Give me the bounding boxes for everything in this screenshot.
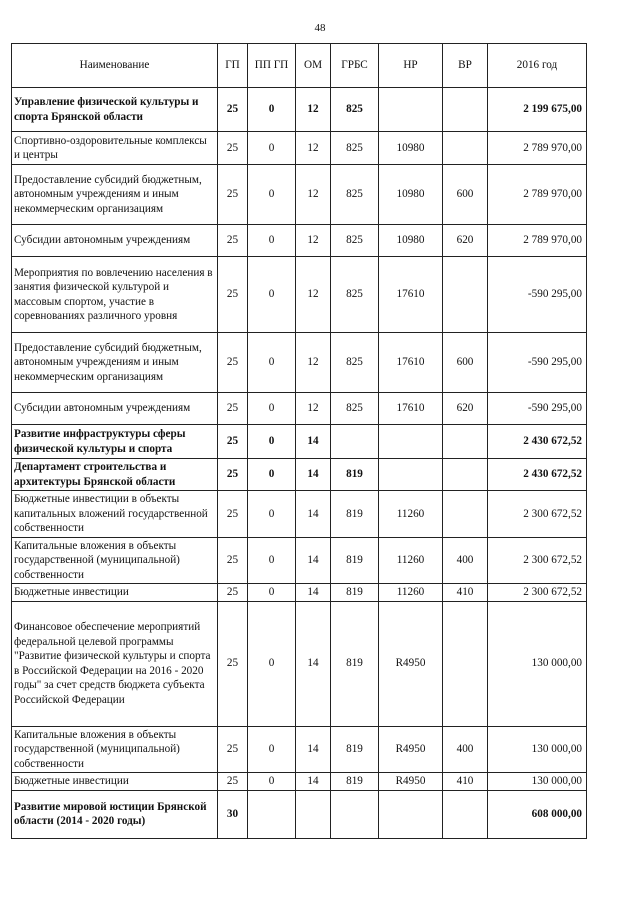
- col-header-year: 2016 год: [488, 44, 587, 88]
- cell-vr: 620: [443, 393, 488, 425]
- table-row: [12, 790, 587, 838]
- cell-amount: 608 000,00: [488, 790, 587, 838]
- cell-grbs: 825: [331, 333, 379, 393]
- budget-table: [11, 43, 587, 839]
- cell-ppgp: 0: [248, 333, 296, 393]
- col-header-gp: ГП: [218, 44, 248, 88]
- table-row: [12, 773, 587, 791]
- cell-ppgp: 0: [248, 165, 296, 225]
- cell-nr: 17610: [379, 257, 443, 333]
- cell-name: Управление физической культуры и спорта Брянской области: [12, 88, 218, 132]
- cell-om: 12: [296, 132, 331, 165]
- cell-amount: 2 300 672,52: [488, 491, 587, 538]
- cell-ppgp: 0: [248, 459, 296, 491]
- cell-name: Предоставление субсидий бюджетным, автономным учреждениям и иным некоммерческим организациям: [12, 165, 218, 225]
- cell-grbs: [331, 790, 379, 838]
- cell-om: 14: [296, 584, 331, 602]
- table-row: [12, 225, 587, 257]
- cell-amount: 2 430 672,52: [488, 425, 587, 459]
- cell-vr: 620: [443, 225, 488, 257]
- table-row: [12, 425, 587, 459]
- cell-gp: 25: [218, 491, 248, 538]
- cell-ppgp: 0: [248, 257, 296, 333]
- cell-ppgp: 0: [248, 584, 296, 602]
- table-row: [12, 491, 587, 538]
- cell-vr: [443, 132, 488, 165]
- cell-vr: [443, 425, 488, 459]
- table-row: [12, 459, 587, 491]
- table-row: [12, 165, 587, 225]
- cell-grbs: 819: [331, 459, 379, 491]
- cell-gp: 25: [218, 88, 248, 132]
- cell-nr: [379, 790, 443, 838]
- cell-nr: 10980: [379, 165, 443, 225]
- cell-vr: 600: [443, 165, 488, 225]
- cell-vr: [443, 790, 488, 838]
- cell-amount: 2 199 675,00: [488, 88, 587, 132]
- cell-amount: -590 295,00: [488, 393, 587, 425]
- table-header: [12, 44, 587, 88]
- cell-ppgp: 0: [248, 491, 296, 538]
- col-header-grbs: ГРБС: [331, 44, 379, 88]
- cell-om: 14: [296, 491, 331, 538]
- cell-gp: 25: [218, 257, 248, 333]
- cell-grbs: 819: [331, 537, 379, 584]
- cell-ppgp: 0: [248, 225, 296, 257]
- cell-om: 14: [296, 537, 331, 584]
- cell-vr: [443, 491, 488, 538]
- table-row: [12, 584, 587, 602]
- cell-name: Капитальные вложения в объекты государственной (муниципальной) собственности: [12, 726, 218, 773]
- cell-om: 12: [296, 333, 331, 393]
- cell-vr: 400: [443, 726, 488, 773]
- cell-grbs: 819: [331, 491, 379, 538]
- cell-amount: -590 295,00: [488, 333, 587, 393]
- cell-gp: 25: [218, 393, 248, 425]
- cell-amount: 130 000,00: [488, 726, 587, 773]
- cell-vr: [443, 459, 488, 491]
- cell-name: Предоставление субсидий бюджетным, автономным учреждениям и иным некоммерческим организациям: [12, 333, 218, 393]
- cell-grbs: 825: [331, 88, 379, 132]
- cell-name: Развитие инфраструктуры сферы физической культуры и спорта: [12, 425, 218, 459]
- col-header-vr: ВР: [443, 44, 488, 88]
- cell-amount: 2 300 672,52: [488, 584, 587, 602]
- cell-nr: 10980: [379, 132, 443, 165]
- cell-gp: 25: [218, 333, 248, 393]
- cell-nr: 11260: [379, 537, 443, 584]
- cell-name: Бюджетные инвестиции: [12, 584, 218, 602]
- cell-vr: 600: [443, 333, 488, 393]
- table-row: [12, 601, 587, 726]
- cell-grbs: 819: [331, 726, 379, 773]
- cell-om: 14: [296, 773, 331, 791]
- table-row: [12, 333, 587, 393]
- cell-name: Департамент строительства и архитектуры Брянской области: [12, 459, 218, 491]
- cell-grbs: 819: [331, 584, 379, 602]
- cell-om: 14: [296, 726, 331, 773]
- cell-name: Мероприятия по вовлечению населения в занятия физической культурой и массовым спортом, участие в соревнованиях различного уровня: [12, 257, 218, 333]
- cell-amount: 2 300 672,52: [488, 537, 587, 584]
- col-header-name: Наименование: [12, 44, 218, 88]
- cell-amount: 130 000,00: [488, 601, 587, 726]
- cell-om: [296, 790, 331, 838]
- cell-vr: 410: [443, 584, 488, 602]
- cell-om: 12: [296, 225, 331, 257]
- cell-amount: 2 430 672,52: [488, 459, 587, 491]
- table-body: [12, 88, 587, 839]
- cell-nr: 17610: [379, 393, 443, 425]
- cell-gp: 30: [218, 790, 248, 838]
- col-header-nr: НР: [379, 44, 443, 88]
- cell-gp: 25: [218, 132, 248, 165]
- cell-ppgp: 0: [248, 88, 296, 132]
- cell-nr: R4950: [379, 773, 443, 791]
- table-row: [12, 132, 587, 165]
- cell-gp: 25: [218, 225, 248, 257]
- page-number: 48: [314, 22, 326, 34]
- cell-name: Бюджетные инвестиции в объекты капитальных вложений государственной собственности: [12, 491, 218, 538]
- cell-name: Субсидии автономным учреждениям: [12, 225, 218, 257]
- cell-grbs: [331, 425, 379, 459]
- cell-grbs: 825: [331, 257, 379, 333]
- table-row: [12, 537, 587, 584]
- cell-nr: R4950: [379, 726, 443, 773]
- table-row: [12, 257, 587, 333]
- cell-vr: [443, 257, 488, 333]
- cell-om: 12: [296, 257, 331, 333]
- cell-name: Развитие мировой юстиции Брянской области (2014 - 2020 годы): [12, 790, 218, 838]
- cell-ppgp: 0: [248, 537, 296, 584]
- cell-grbs: 825: [331, 132, 379, 165]
- cell-vr: [443, 601, 488, 726]
- cell-nr: R4950: [379, 601, 443, 726]
- cell-name: Субсидии автономным учреждениям: [12, 393, 218, 425]
- cell-om: 12: [296, 393, 331, 425]
- cell-ppgp: 0: [248, 773, 296, 791]
- cell-grbs: 825: [331, 165, 379, 225]
- cell-name: Капитальные вложения в объекты государственной (муниципальной) собственности: [12, 537, 218, 584]
- table-row: [12, 88, 587, 132]
- cell-nr: [379, 459, 443, 491]
- cell-ppgp: 0: [248, 393, 296, 425]
- cell-grbs: 825: [331, 225, 379, 257]
- cell-om: 14: [296, 425, 331, 459]
- table-row: [12, 726, 587, 773]
- cell-name: Бюджетные инвестиции: [12, 773, 218, 791]
- cell-amount: 130 000,00: [488, 773, 587, 791]
- cell-gp: 25: [218, 584, 248, 602]
- cell-gp: 25: [218, 165, 248, 225]
- cell-om: 12: [296, 88, 331, 132]
- cell-nr: [379, 425, 443, 459]
- cell-grbs: 819: [331, 601, 379, 726]
- cell-om: 14: [296, 601, 331, 726]
- cell-om: 12: [296, 165, 331, 225]
- table-row: [12, 393, 587, 425]
- cell-gp: 25: [218, 773, 248, 791]
- cell-amount: 2 789 970,00: [488, 165, 587, 225]
- cell-ppgp: 0: [248, 425, 296, 459]
- cell-gp: 25: [218, 601, 248, 726]
- cell-grbs: 825: [331, 393, 379, 425]
- cell-nr: 11260: [379, 491, 443, 538]
- cell-amount: 2 789 970,00: [488, 225, 587, 257]
- cell-nr: [379, 88, 443, 132]
- cell-gp: 25: [218, 537, 248, 584]
- cell-nr: 17610: [379, 333, 443, 393]
- cell-vr: 410: [443, 773, 488, 791]
- cell-ppgp: 0: [248, 132, 296, 165]
- cell-gp: 25: [218, 459, 248, 491]
- cell-ppgp: [248, 790, 296, 838]
- cell-name: Спортивно-оздоровительные комплексы и центры: [12, 132, 218, 165]
- cell-vr: [443, 88, 488, 132]
- col-header-om: ОМ: [296, 44, 331, 88]
- cell-om: 14: [296, 459, 331, 491]
- cell-amount: 2 789 970,00: [488, 132, 587, 165]
- cell-grbs: 819: [331, 773, 379, 791]
- cell-name: Финансовое обеспечение мероприятий федеральной целевой программы "Развитие физической культуры и спорта в Российской Федерации на 2016 - 2020 годы" за счет средств бюджета субъекта Российской Федерации: [12, 601, 218, 726]
- cell-nr: 11260: [379, 584, 443, 602]
- cell-nr: 10980: [379, 225, 443, 257]
- col-header-ppgp: ПП ГП: [248, 44, 296, 88]
- cell-amount: -590 295,00: [488, 257, 587, 333]
- cell-ppgp: 0: [248, 601, 296, 726]
- header-row: [12, 44, 587, 88]
- cell-ppgp: 0: [248, 726, 296, 773]
- cell-vr: 400: [443, 537, 488, 584]
- cell-gp: 25: [218, 425, 248, 459]
- cell-gp: 25: [218, 726, 248, 773]
